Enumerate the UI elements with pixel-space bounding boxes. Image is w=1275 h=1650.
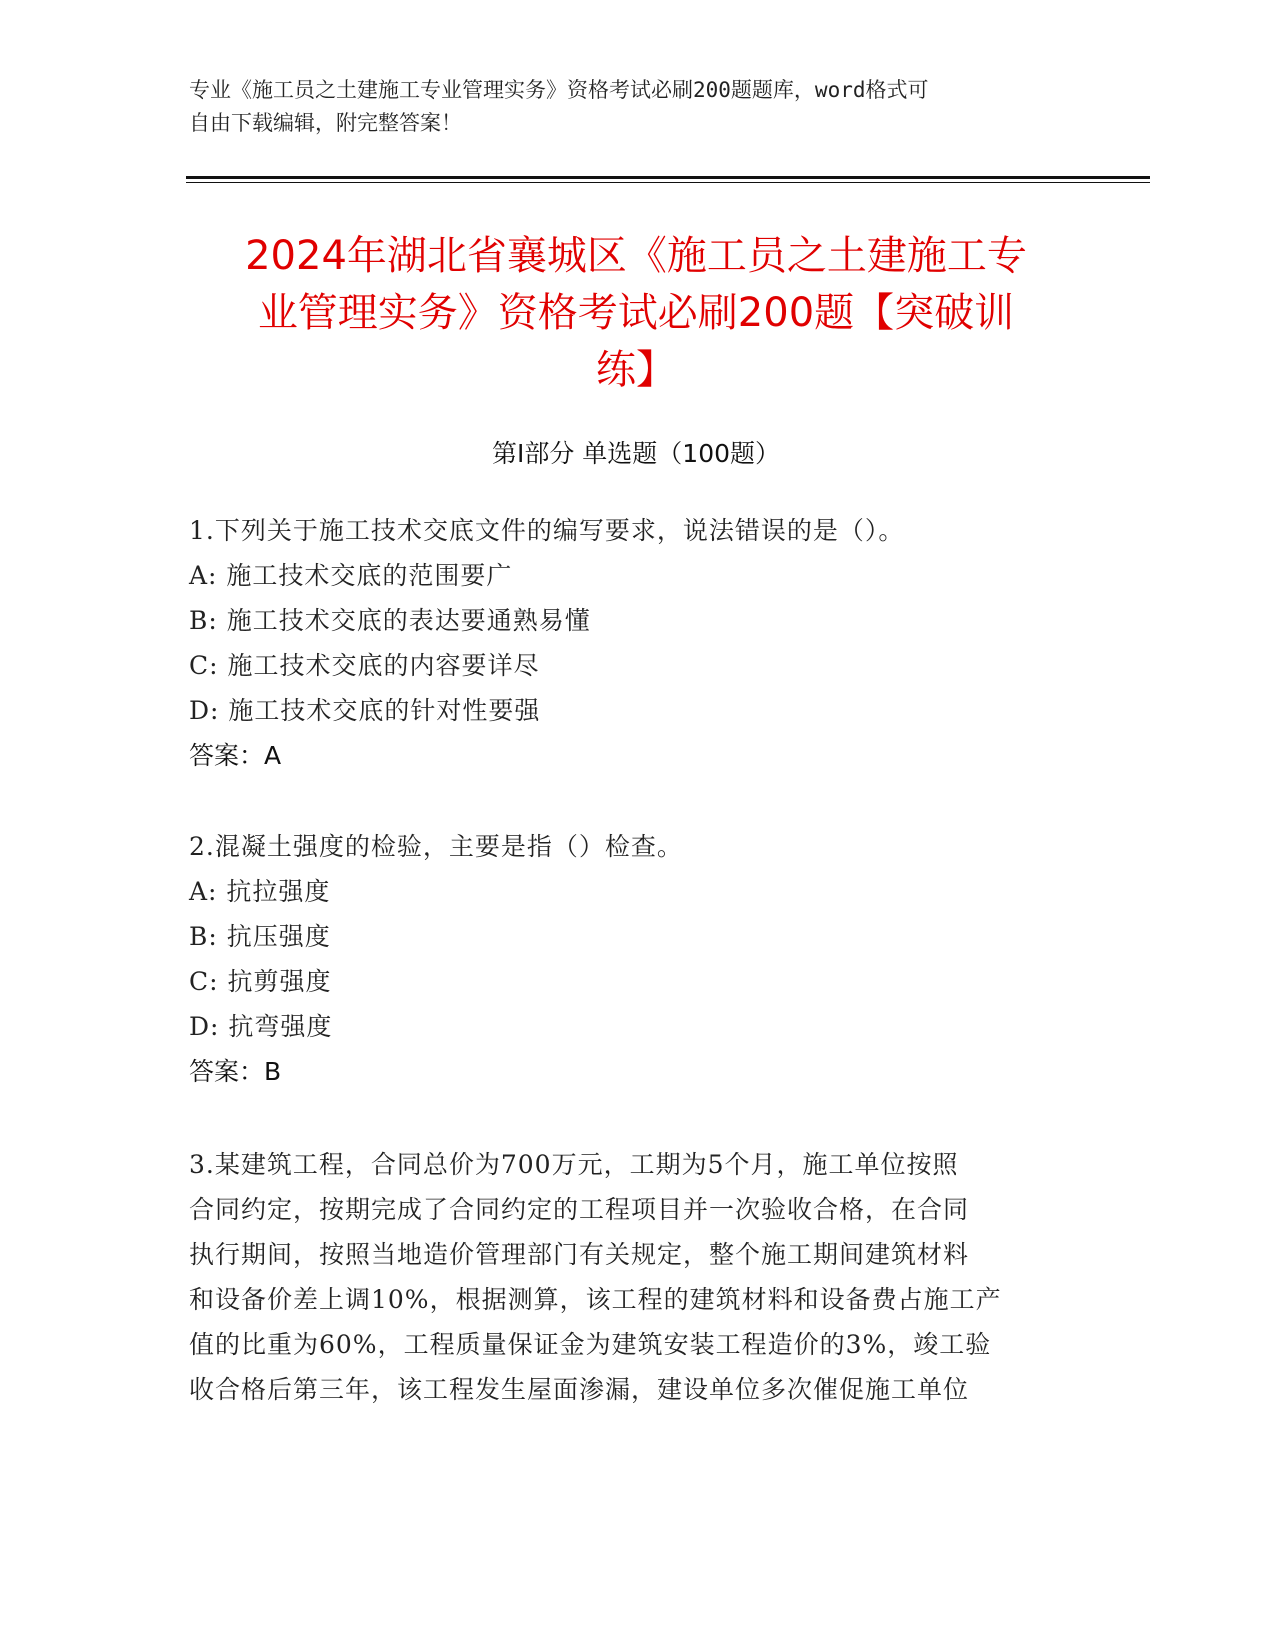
document-title bbox=[186, 228, 1086, 399]
answer-label: 答案：B bbox=[189, 1057, 282, 1086]
header-note-line-2: 自由下载编辑，附完整答案！ bbox=[189, 111, 462, 135]
question-1 bbox=[189, 508, 1089, 778]
question-3 bbox=[189, 1142, 1089, 1412]
option-a: A: 施工技术交底的范围要广 bbox=[189, 561, 513, 590]
answer-label: 答案：A bbox=[189, 741, 282, 770]
question-stem-line: 和设备价差上调10%，根据测算，该工程的建筑材料和设备费占施工产 bbox=[189, 1285, 1002, 1314]
question-stem-line: 收合格后第三年，该工程发生屋面渗漏，建设单位多次催促施工单位 bbox=[189, 1375, 970, 1404]
header-note bbox=[189, 74, 1089, 140]
question-stem: 1.下列关于施工技术交底文件的编写要求，说法错误的是（）。 bbox=[189, 516, 905, 545]
title-line-1: 2024年湖北省襄城区《施工员之土建施工专 bbox=[245, 233, 1027, 279]
option-d: D: 抗弯强度 bbox=[189, 1012, 333, 1041]
option-c: C: 抗剪强度 bbox=[189, 967, 332, 996]
question-stem-line: 3.某建筑工程，合同总价为700万元，工期为5个月，施工单位按照 bbox=[189, 1150, 959, 1179]
question-stem-line: 合同约定，按期完成了合同约定的工程项目并一次验收合格，在合同 bbox=[189, 1195, 970, 1224]
question-stem: 2.混凝土强度的检验，主要是指（）检查。 bbox=[189, 832, 683, 861]
title-line-2: 业管理实务》资格考试必刷200题【突破训 bbox=[257, 290, 1015, 336]
title-line-3: 练】 bbox=[596, 347, 676, 393]
header-note-line-1: 专业《施工员之土建施工专业管理实务》资格考试必刷200题题库，word格式可 bbox=[189, 78, 929, 102]
question-2 bbox=[189, 824, 1089, 1094]
section-heading: 第Ⅰ部分 单选题（100题） bbox=[491, 439, 781, 468]
option-a: A: 抗拉强度 bbox=[189, 877, 331, 906]
option-d: D: 施工技术交底的针对性要强 bbox=[189, 696, 541, 725]
header-divider-thick bbox=[186, 176, 1150, 179]
question-stem-line: 执行期间，按照当地造价管理部门有关规定，整个施工期间建筑材料 bbox=[189, 1240, 970, 1269]
question-stem-line: 值的比重为60%，工程质量保证金为建筑安装工程造价的3%，竣工验 bbox=[189, 1330, 992, 1359]
option-c: C: 施工技术交底的内容要详尽 bbox=[189, 651, 540, 680]
header-divider-thin bbox=[186, 182, 1150, 183]
option-b: B: 抗压强度 bbox=[189, 922, 331, 951]
option-b: B: 施工技术交底的表达要通熟易懂 bbox=[189, 606, 591, 635]
